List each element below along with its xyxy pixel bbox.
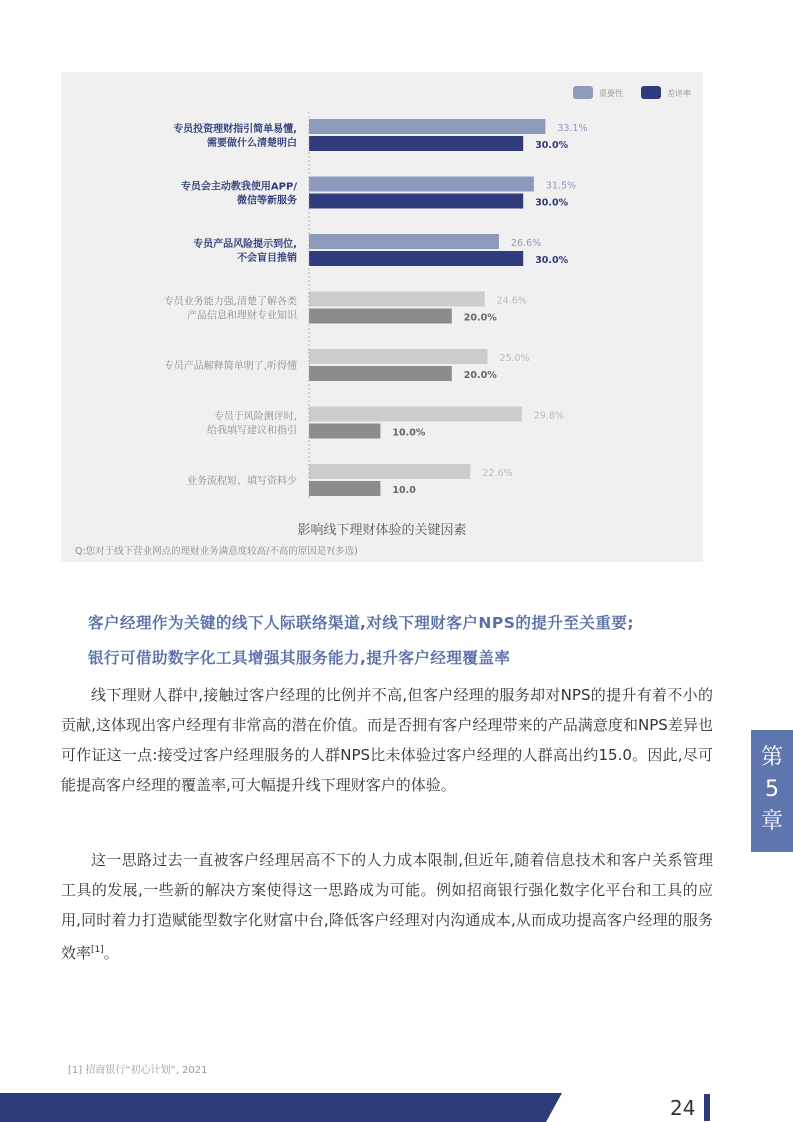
legend-label-importance: 重要性: [599, 89, 623, 98]
category-label: 专员投资理财指引简单易懂,需要做什么清楚明白: [173, 124, 297, 149]
body-paragraph-2: 这一思路过去一直被客户经理居高不下的人力成本限制,但近年,随着信息技术和客户关系管理工具的发展,一些新的解决方案使得这一思路成为可能。例如招商银行强化数字化平台和工具的应用,同时着力打造赋能型数字化财富中台,降低客户经理对内沟通成本,从而成功提高客户经理的服务效率[1]。: [61, 851, 713, 962]
importance-value-label: 31.5%: [545, 180, 577, 192]
rating-value-label: 20.0%: [463, 312, 497, 324]
rating-bar: [309, 481, 380, 496]
page-number: 24: [670, 1096, 696, 1120]
importance-bar: [309, 177, 534, 192]
section-heading-line2: 银行可借助数字化工具增强其服务能力,提升客户经理覆盖率: [88, 649, 511, 667]
page-marker: [704, 1094, 710, 1121]
reference-marker[interactable]: [1]: [91, 945, 104, 955]
importance-bar: [309, 407, 522, 422]
chart-title: 影响线下理财体验的关键因素: [297, 523, 467, 538]
importance-bar: [309, 349, 488, 364]
rating-bar: [309, 424, 380, 439]
rating-value-label: 10.0%: [392, 427, 426, 439]
importance-value-label: 26.6%: [510, 238, 542, 249]
importance-value-label: 33.1%: [557, 123, 588, 134]
rating-value-label: 30.0%: [535, 140, 569, 151]
chapter-label-char-1: 第: [760, 745, 783, 770]
importance-bar: [309, 464, 470, 479]
rating-bar: [309, 136, 523, 151]
importance-value-label: 24.6%: [496, 295, 527, 307]
importance-value-label: 29.8%: [533, 410, 564, 422]
section-heading-line1: 客户经理作为关键的线下人际联络渠道,对线下理财客户NPS的提升至关重要;: [88, 614, 635, 632]
rating-bar: [309, 251, 523, 266]
rating-bar: [309, 194, 523, 209]
category-label: 专员会主动教我使用APP/微信等新服务: [180, 181, 297, 207]
legend-swatch-rating: [641, 86, 661, 99]
importance-value-label: 22.6%: [482, 468, 513, 479]
rating-value-label: 30.0%: [535, 197, 569, 209]
chapter-label-char-2: 章: [760, 809, 783, 834]
rating-value-label: 10.0: [392, 485, 416, 496]
category-label: 专员于风险测评时,给我填写建议和指引: [207, 411, 297, 437]
category-label: 专员产品解释简单明了,听得懂: [163, 361, 297, 372]
body-paragraph-1: 线下理财人群中,接触过客户经理的比例并不高,但客户经理的服务却对NPS的提升有着不小的贡献,这体现出客户经理有非常高的潜在价值。而是否拥有客户经理带来的产品满意度和NPS差异也可作证这一点:接受过客户经理服务的人群NPS比未体验过客户经理的人群高出约15.0。因此,尽可能提高客户经理的覆盖率,可大幅提升线下理财客户的体验。: [61, 686, 713, 794]
chapter-tab[interactable]: [751, 730, 793, 852]
rating-value-label: 30.0%: [535, 255, 569, 266]
chart-question: Q:您对于线下营业网点的理财业务满意度较高/不高的原因是?(多选): [75, 546, 358, 557]
chart-panel: [61, 72, 703, 562]
legend-label-rating: 差评率: [667, 89, 691, 98]
importance-value-label: 25.0%: [499, 353, 530, 364]
chapter-number: 5: [765, 777, 779, 802]
legend-swatch-importance: [573, 86, 593, 99]
category-label: 专员业务能力强,清楚了解各类产品信息和理财专业知识: [163, 296, 297, 322]
importance-bar: [309, 234, 499, 249]
importance-bar: [309, 292, 485, 307]
bar-chart: [61, 72, 703, 562]
category-label: 业务流程短、填写资料少: [187, 476, 297, 487]
body-paragraph-2-text: 这一思路过去一直被客户经理居高不下的人力成本限制,但近年,随着信息技术和客户关系管理工具的发展,一些新的解决方案使得这一思路成为可能。例如招商银行强化数字化平台和工具的应用,同时着力打造赋能型数字化财富中台,降低客户经理对内沟通成本,从而成功提高客户经理的服务效率: [61, 851, 713, 962]
rating-bar: [309, 366, 452, 381]
rating-bar: [309, 309, 452, 324]
rating-value-label: 20.0%: [463, 370, 497, 381]
category-label: 专员产品风险提示到位,不会盲目推销: [193, 239, 297, 264]
importance-bar: [309, 119, 545, 134]
footnote: [1] 招商银行“初心计划”, 2021: [68, 1065, 208, 1076]
